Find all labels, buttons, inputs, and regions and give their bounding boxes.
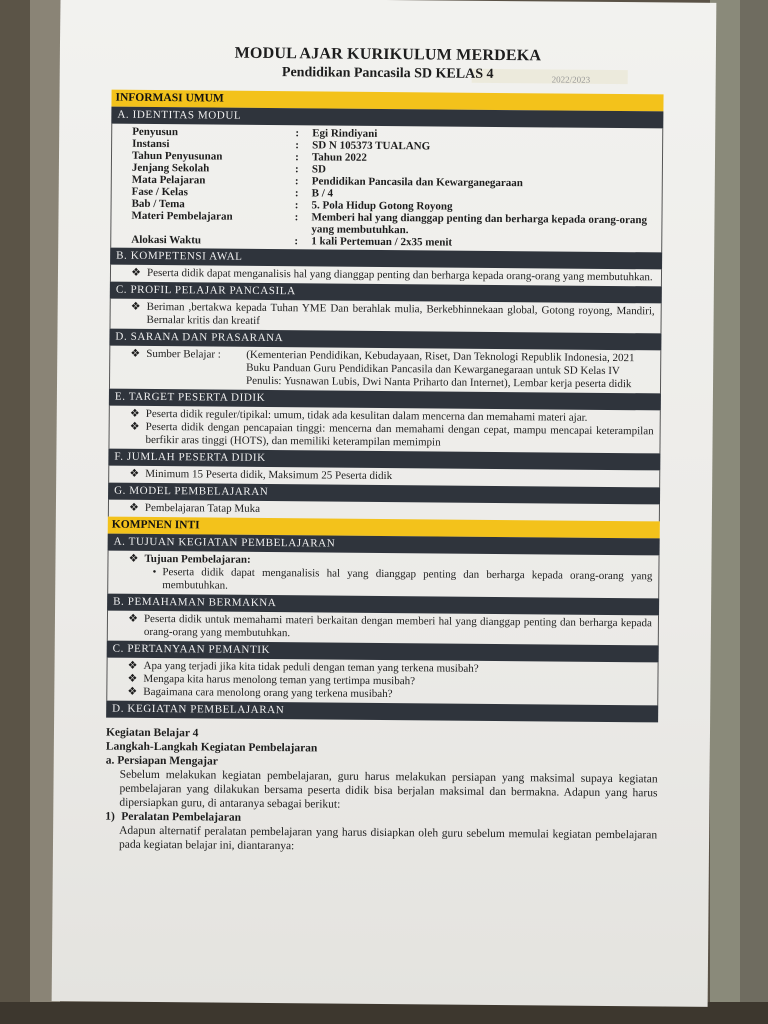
document	[105, 44, 664, 857]
list-item: ❖ Minimum 15 Peserta didik, Maksimum 25 Peserta didik	[115, 468, 653, 486]
paper-page	[52, 0, 717, 1007]
identitas-value: SD	[311, 163, 327, 176]
sarana-label: Sumber Belajar :	[146, 347, 221, 361]
identitas-colon: :	[294, 187, 299, 200]
section-pertanyaan-pemantik: C. PERTANYAAN PEMANTIK	[107, 641, 659, 663]
langkah-heading: Langkah-Langkah Kegiatan Pembelajaran	[105, 740, 318, 755]
kegiatan-belajar-heading: Kegiatan Belajar 4	[105, 726, 199, 740]
identitas-colon: :	[295, 139, 299, 152]
identitas-colon: :	[294, 211, 299, 224]
identitas-colon: :	[295, 127, 300, 140]
section-jumlah-peserta: F. JUMLAH PESERTA DIDIK	[108, 449, 660, 471]
peralatan-heading: 1) Peralatan Pembelajaran	[105, 810, 242, 824]
section-kegiatan-pembelajaran: D. KEGIATAN PEMBELAJARAN	[106, 701, 658, 723]
bullet-diamond-icon: ❖	[130, 300, 141, 313]
identitas-value: Pendidikan Pancasila dan Kewarganegaraan	[311, 175, 524, 190]
list-item: ❖ Pembelajaran Tatap Muka	[115, 502, 653, 520]
profil-block	[110, 299, 662, 334]
list-item: ❖ Peserta didik dapat menganalisis hal yang dianggap penting dan berharga kepada orang-orang yang membutuhkan.	[117, 267, 655, 285]
list-item: ❖ Beriman ,bertakwa kepada Tuhan YME Dan berahlak mulia, Berkebhinnekaan global, Gotong royong, Mandiri, Bernalar kritis dan kreatif	[117, 301, 655, 332]
identitas-value: SD N 105373 TUALANG	[312, 139, 431, 153]
sarana-block	[109, 346, 661, 394]
identitas-label: Instansi	[132, 137, 170, 151]
pemahaman-block	[107, 611, 659, 646]
document-title: MODUL AJAR KURIKULUM MERDEKA	[234, 44, 542, 65]
list-item: ❖ Apa yang terjadi jika kita tidak peduli dengan teman yang terkena musibah?	[114, 660, 652, 678]
list-item: ❖ Sumber Belajar : (Kementerian Pendidikan, Kebudayaan, Riset, Dan Teknologi Republik Indonesia, 2021 Buku Panduan Guru Pendidikan Pancasila dan Kewarganegaraan untuk SD Kelas IV Penulis: Yusnawan Lubis, Dwi Nanta Priharto dan Internet), Lembar kerja peserta didik	[116, 348, 654, 392]
persiapan-heading: a. Persiapan Mengajar	[105, 754, 218, 768]
identitas-block	[110, 124, 663, 253]
section-komponen-inti: KOMPNEN INTI	[108, 517, 660, 539]
section-model-pembelajaran: G. MODEL PEMBELAJARAN	[108, 483, 660, 505]
document-subtitle: Pendidikan Pancasila SD KELAS 4	[281, 65, 494, 82]
identitas-label: Tahun Penyusunan	[131, 149, 223, 163]
identitas-label: Mata Pelajaran	[131, 173, 206, 187]
bullet-diamond-icon: ❖	[131, 266, 142, 279]
bullet-diamond-icon: ❖	[128, 552, 139, 565]
pertanyaan-block	[106, 658, 658, 706]
identitas-table	[117, 126, 656, 251]
list-item: ❖ Bagaimana cara menolong orang yang terkena musibah?	[113, 686, 651, 704]
bullet-diamond-icon: ❖	[127, 672, 138, 685]
section-kompetensi-awal: B. KOMPETENSI AWAL	[110, 248, 662, 270]
identitas-colon: :	[295, 151, 299, 164]
identitas-label: Materi Pembelajaran	[131, 209, 233, 223]
list-item: ❖ Peserta didik dengan pencapaian tinggi: mencerna dan memahami dengan cepat, mampu mencapai keterampilan berfikir aras tinggi (HOTS), dan memiliki keterampilan memimpin	[115, 421, 653, 452]
identitas-label: Jenjang Sekolah	[131, 161, 210, 175]
faded-stamp: 2022/2023	[472, 69, 628, 84]
bullet-diamond-icon: ❖	[129, 501, 139, 514]
tujuan-block	[107, 551, 659, 599]
list-item: ❖ Peserta didik reguler/tipikal: umum, tidak ada kesulitan dalam mencerna dan memahami materi ajar.	[116, 408, 654, 426]
identitas-colon: :	[294, 199, 299, 212]
bullet-diamond-icon: ❖	[129, 467, 140, 480]
identitas-label: Penyusun	[132, 125, 179, 139]
target-block	[108, 406, 660, 454]
identitas-colon: :	[294, 175, 299, 188]
section-sarana-prasarana: D. SARANA DAN PRASARANA	[109, 329, 661, 351]
bullet-diamond-icon: ❖	[127, 685, 138, 698]
persiapan-paragraph: Sebelum melakukan kegiatan pembelajaran, guru harus melakukan persiapan yang maksimal supaya kegiatan pembelajaran yang dilakukan bersama peserta didik bisa berjalan maksimal dan bermakna. Adapun yang harus dipersiapkan guru, di antaranya sebagai berikut:	[119, 768, 658, 811]
identitas-value: Memberi hal yang dianggap penting dan berharga kepada orang-orang yang membutuhkan.	[311, 211, 648, 237]
bullet-diamond-icon: ❖	[130, 347, 141, 360]
section-target-peserta: E. TARGET PESERTA DIDIK	[109, 389, 661, 411]
list-item: ❖ Tujuan Pembelajaran:	[114, 553, 652, 571]
background-left-shadow	[0, 0, 30, 1024]
section-profil-pelajar: C. PROFIL PELAJAR PANCASILA	[110, 282, 662, 304]
kegiatan-body	[105, 726, 658, 857]
identitas-label: Fase / Kelas	[131, 185, 188, 199]
peralatan-paragraph: Adapun alternatif peralatan pembelajaran yang harus disiapkan oleh guru sebelum memulai kegiatan pembelajaran pada kegiatan belajar ini, diantaranya:	[118, 824, 658, 853]
identitas-colon: :	[295, 163, 299, 176]
list-item: • Peserta didik dapat menganalisis hal yang dianggap penting dan berharga kepada orang-orang yang membutuhkan.	[114, 566, 652, 597]
identitas-value: Tahun 2022	[311, 151, 367, 164]
section-informasi-umum: INFORMASI UMUM	[111, 90, 663, 112]
list-item: ❖ Mengapa kita harus menolong teman yang tertimpa musibah?	[113, 673, 651, 691]
bullet-diamond-icon: ❖	[127, 659, 138, 672]
bullet-diamond-icon: ❖	[129, 407, 140, 420]
identitas-value: 5. Pola Hidup Gotong Royong	[311, 199, 453, 213]
list-item: ❖ Peserta didik untuk memahami materi berkaitan dengan memberi hal yang dianggap penting dan berharga kepada orang-orang yang membutuhkan.	[114, 613, 652, 644]
identitas-label: Bab / Tema	[131, 197, 185, 211]
section-pemahaman-bermakna: B. PEMAHAMAN BERMAKNA	[107, 594, 659, 616]
background-right-shadow	[740, 0, 768, 1024]
identitas-value: Egi Rindiyani	[312, 127, 378, 140]
section-identitas-modul: A. IDENTITAS MODUL	[111, 107, 663, 129]
identitas-value: B / 4	[311, 187, 334, 200]
section-tujuan-kegiatan: A. TUJUAN KEGIATAN PEMBELAJARAN	[108, 534, 660, 556]
bullet-diamond-icon: ❖	[128, 612, 139, 625]
bullet-dot-icon: •	[152, 565, 157, 579]
bullet-diamond-icon: ❖	[129, 420, 140, 433]
identitas-colon: :	[294, 235, 299, 248]
identitas-value: 1 kali Pertemuan / 2x35 menit	[311, 235, 453, 249]
identitas-label: Alokasi Waktu	[131, 233, 202, 247]
